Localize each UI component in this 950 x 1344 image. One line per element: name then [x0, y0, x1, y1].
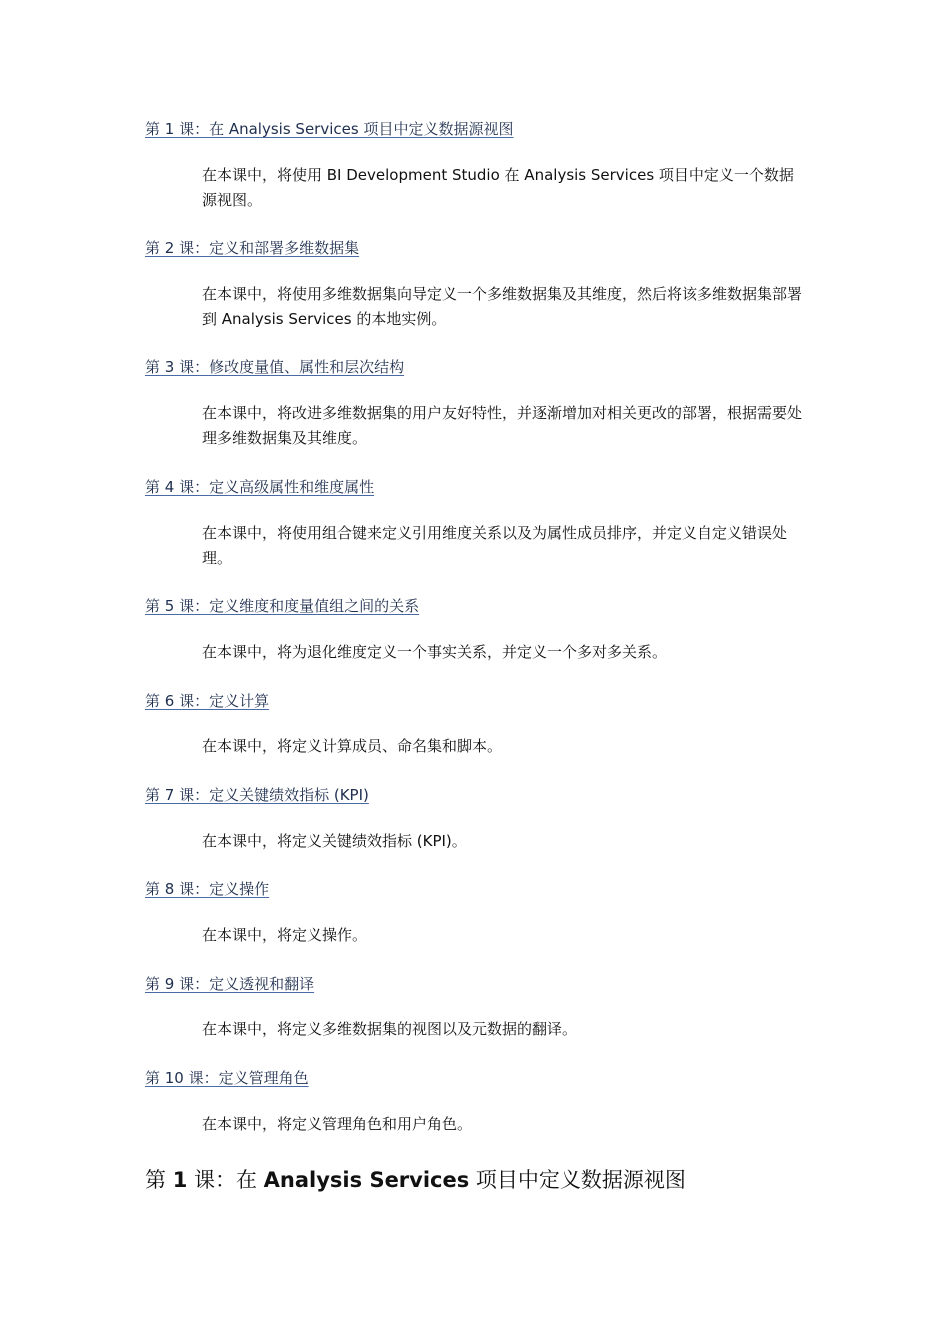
lesson-link-7[interactable]: 第 7 课：定义关键绩效指标 (KPI)	[145, 786, 369, 804]
heading-middle: 课：在	[187, 1168, 264, 1192]
heading-product-name: Analysis Services	[263, 1168, 470, 1192]
heading-suffix: 项目中定义数据源视图	[469, 1168, 686, 1192]
lesson-description-6: 在本课中，将定义计算成员、命名集和脚本。	[202, 737, 503, 755]
lesson-description-5: 在本课中，将为退化维度定义一个事实关系，并定义一个多对多关系。	[202, 643, 668, 661]
lesson-description-3: 在本课中，将改进多维数据集的用户友好特性，并逐渐增加对相关更改的部署，根据需要处理多维数据集及其维度。	[202, 404, 803, 447]
heading-prefix: 第	[145, 1168, 173, 1192]
lesson-description-10: 在本课中，将定义管理角色和用户角色。	[202, 1115, 473, 1133]
heading-lesson-number: 1	[172, 1168, 188, 1192]
lesson-link-8[interactable]: 第 8 课：定义操作	[145, 880, 270, 898]
section-heading	[145, 1165, 686, 1195]
lesson-link-5[interactable]: 第 5 课：定义维度和度量值组之间的关系	[145, 597, 420, 615]
lesson-link-4[interactable]: 第 4 课：定义高级属性和维度属性	[145, 478, 375, 496]
lesson-link-1[interactable]: 第 1 课：在 Analysis Services 项目中定义数据源视图	[145, 120, 514, 138]
lesson-description-9: 在本课中，将定义多维数据集的视图以及元数据的翻译。	[202, 1020, 578, 1038]
lesson-link-10[interactable]: 第 10 课：定义管理角色	[145, 1069, 309, 1087]
lesson-link-2[interactable]: 第 2 课：定义和部署多维数据集	[145, 239, 360, 257]
lesson-description-7: 在本课中，将定义关键绩效指标 (KPI)。	[202, 832, 467, 850]
lesson-description-1: 在本课中，将使用 BI Development Studio 在 Analysis Services 项目中定义一个数据源视图。	[202, 166, 794, 209]
lesson-link-6[interactable]: 第 6 课：定义计算	[145, 692, 270, 710]
lesson-link-9[interactable]: 第 9 课：定义透视和翻译	[145, 975, 315, 993]
lesson-description-8: 在本课中，将定义操作。	[202, 926, 368, 944]
lesson-link-3[interactable]: 第 3 课：修改度量值、属性和层次结构	[145, 358, 405, 376]
lesson-description-4: 在本课中，将使用组合键来定义引用维度关系以及为属性成员排序，并定义自定义错误处理。	[202, 524, 788, 567]
lesson-description-2: 在本课中，将使用多维数据集向导定义一个多维数据集及其维度，然后将该多维数据集部署到 Analysis Services 的本地实例。	[202, 285, 803, 328]
